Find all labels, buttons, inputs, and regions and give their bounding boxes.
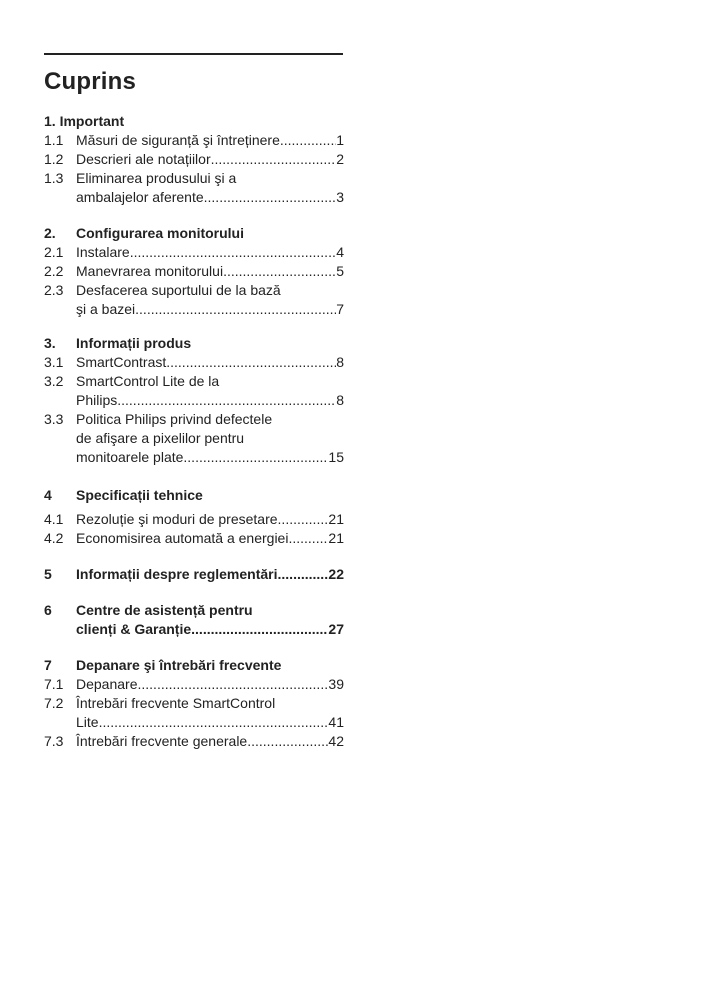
toc-dot-leader [138,675,329,694]
toc-entry-number: 7.2 [44,695,64,711]
toc-entry[interactable] [44,188,344,207]
toc-entry-number: 5 [44,566,52,582]
toc-entry[interactable] [44,732,344,751]
toc-entry[interactable] [44,300,344,319]
toc-entry-label: ambalajelor aferente [76,189,204,205]
toc-entry-label: monitoarele plate [76,449,184,465]
toc-entry-number: 1.2 [44,151,64,167]
toc-entry[interactable] [44,372,344,391]
toc-dot-leader [223,262,336,281]
toc-entry-page: 15 [328,449,344,465]
toc-entry-number: 2.3 [44,282,64,298]
toc-entry-page: 4 [336,244,344,260]
toc-dot-leader [99,713,329,732]
toc-dot-leader [191,620,328,639]
top-rule [44,53,343,55]
toc-dot-leader [288,529,328,548]
toc-entry-label: Informații despre reglementări [76,566,278,582]
toc-entry-number: 3.3 [44,411,64,427]
toc-entry-page: 42 [328,733,344,749]
toc-dot-leader [117,391,336,410]
toc-entry-label: Descrieri ale notațiilor [76,151,211,167]
toc-entry-page: 39 [328,676,344,692]
toc-entry-page: 5 [336,263,344,279]
toc-entry-label: 1. Important [44,113,125,129]
toc-entry[interactable] [44,112,344,131]
toc-entry-label: Politica Philips privind defectele [76,411,273,427]
toc-entry[interactable] [44,334,344,353]
toc-entry[interactable] [44,486,344,505]
toc-entry[interactable] [44,429,344,448]
toc-entry-page: 27 [328,621,344,637]
toc-entry-label: Lite [76,714,99,730]
toc-entry-label: Manevrarea monitorului [76,263,224,279]
toc-entry[interactable] [44,224,344,243]
toc-entry-label: Informații produs [76,335,192,351]
toc-entry[interactable] [44,675,344,694]
toc-entry-label: Depanare [76,676,138,692]
toc-entry-label: Desfacerea suportului de la bază [76,282,281,298]
toc-dot-leader [247,732,328,751]
toc-entry-label: Configurarea monitorului [76,225,244,241]
toc-dot-leader [204,188,337,207]
toc-entry[interactable] [44,353,344,372]
toc-entry-label: clienți & Garanție [76,621,192,637]
toc-entry-number: 2.1 [44,244,64,260]
toc-entry-number: 1.1 [44,132,64,148]
toc-entry-number: 2.2 [44,263,64,279]
toc-entry-page: 3 [336,189,344,205]
toc-entry-label: Întrebări frecvente SmartControl [76,695,276,711]
toc-entry-label: Instalare [76,244,130,260]
toc-entry-label: Economisirea automată a energiei [76,530,289,546]
toc-entry-label: Centre de asistență pentru [76,602,253,618]
toc-entry[interactable] [44,391,344,410]
toc-entry-page: 21 [328,511,344,527]
toc-entry-number: 2. [44,225,56,241]
toc-entry[interactable] [44,243,344,262]
toc-entry[interactable] [44,694,344,713]
toc-entry[interactable] [44,529,344,548]
toc-entry-label: SmartContrast [76,354,167,370]
toc-entry[interactable] [44,510,344,529]
toc-entry[interactable] [44,410,344,429]
toc-entry-label: SmartControl Lite de la [76,373,220,389]
toc-dot-leader [135,300,336,319]
toc-entry-label: şi a bazei [76,301,136,317]
toc-entry-page: 8 [336,392,344,408]
toc-entry-label: Rezoluție şi moduri de presetare [76,511,278,527]
toc-entry[interactable] [44,565,344,584]
toc-entry-number: 4.2 [44,530,64,546]
toc-entry-label: Philips [76,392,118,408]
toc-dot-leader [211,150,337,169]
toc-entry[interactable] [44,601,344,620]
toc-entry-page: 21 [328,530,344,546]
toc-entry-number: 1.3 [44,170,64,186]
toc-entry-label: Eliminarea produsului şi a [76,170,237,186]
toc-entry[interactable] [44,131,344,150]
toc-entry[interactable] [44,656,344,675]
toc-entry-label: Depanare şi întrebări frecvente [76,657,282,673]
toc-dot-leader [278,565,329,584]
toc-entry-number: 7.1 [44,676,64,692]
toc-entry-label: Întrebări frecvente generale [76,733,248,749]
toc-entry-label: de afişare a pixelilor pentru [76,430,245,446]
toc-entry-number: 7.3 [44,733,64,749]
toc-entry-label: Măsuri de siguranță şi întreținere [76,132,280,148]
toc-entry-number: 7 [44,657,52,673]
toc-entry-number: 3.2 [44,373,64,389]
toc-entry-number: 3.1 [44,354,64,370]
toc-dot-leader [130,243,337,262]
toc-entry-page: 22 [328,566,344,582]
toc-entry[interactable] [44,169,344,188]
toc-dot-leader [278,510,329,529]
toc-entry-page: 8 [336,354,344,370]
toc-entry[interactable] [44,620,344,639]
toc-entry-number: 4.1 [44,511,64,527]
toc-entry[interactable] [44,262,344,281]
toc-entry-page: 7 [336,301,344,317]
toc-entry-page: 41 [328,714,344,730]
toc-entry-label: Specificații tehnice [76,487,203,503]
toc-entry[interactable] [44,281,344,300]
toc-entry-number: 4 [44,487,52,503]
toc-entry-page: 1 [336,132,344,148]
toc-dot-leader [183,448,328,467]
page-title: Cuprins [44,68,137,95]
toc-entry[interactable] [44,150,344,169]
toc-entry-page: 2 [336,151,344,167]
toc-dot-leader [166,353,336,372]
toc-dot-leader [280,131,336,150]
toc-entry[interactable] [44,448,344,467]
toc-entry-number: 6 [44,602,52,618]
toc-entry-number: 3. [44,335,56,351]
toc-entry[interactable] [44,713,344,732]
